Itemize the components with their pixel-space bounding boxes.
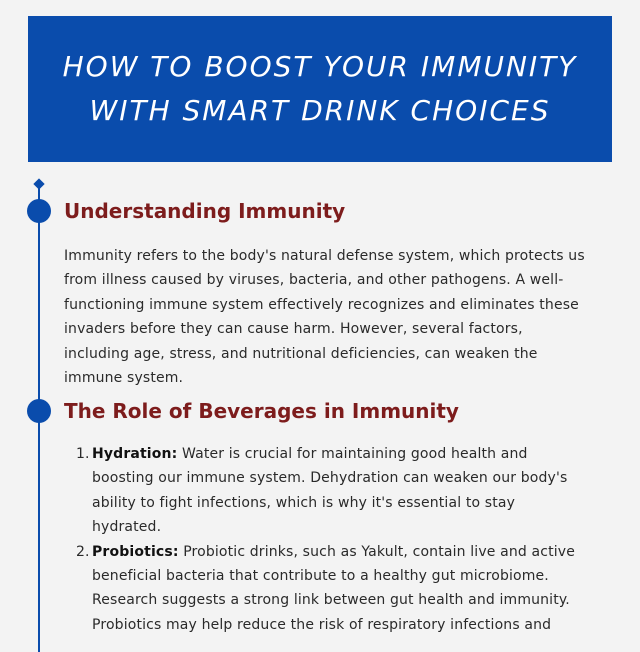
timeline-cap-icon [33, 178, 44, 189]
list-item-first-line [92, 442, 619, 466]
paragraph-line: invaders before they can cause harm. However, several factors, [64, 321, 523, 338]
list-item-line: hydrated. [92, 519, 162, 536]
list-item-text: Probiotic drinks, such as Yakult, contain live and active [178, 543, 575, 560]
list-item [64, 540, 619, 638]
paragraph-line: Immunity refers to the body's natural defense system, which protects us [64, 248, 585, 264]
timeline-dot-icon [27, 399, 51, 423]
list-item-line: Research suggests a strong link between gut health and immunity. [92, 592, 570, 609]
title-banner [28, 16, 612, 162]
list-item [64, 442, 619, 540]
paragraph-line: from illness caused by viruses, bacteria, and other pathogens. A well- [64, 272, 564, 289]
page-title-line-2: WITH SMART DRINK CHOICES [89, 94, 551, 127]
list-item-line: beneficial bacteria that contribute to a healthy gut microbiome. [92, 568, 549, 585]
paragraph-line: functioning immune system effectively recognizes and eliminates these [64, 296, 579, 313]
section-paragraph [64, 244, 614, 390]
list-item-line: ability to fight infections, which is why it's essential to stay [92, 494, 516, 511]
list-item-text: Water is crucial for maintaining good health and [177, 446, 528, 462]
section-heading-role-of-beverages: The Role of Beverages in Immunity [64, 399, 459, 423]
paragraph-line: including age, stress, and nutritional deficiencies, can weaken the [64, 345, 538, 362]
list-item-term: Hydration: [92, 446, 178, 462]
list-item-number: 2. [76, 543, 90, 560]
list-item-line: Probiotics may help reduce the risk of respiratory infections and [92, 616, 552, 633]
numbered-list [64, 442, 619, 637]
list-item-number: 1. [76, 446, 90, 462]
list-item-first-line [92, 540, 619, 564]
list-item-line: boosting our immune system. Dehydration can weaken our body's [92, 470, 568, 487]
timeline-dot-icon [27, 199, 51, 223]
section-heading-understanding-immunity: Understanding Immunity [64, 199, 346, 223]
page-title-line-1: HOW TO BOOST YOUR IMMUNITY [62, 50, 578, 83]
paragraph-line: immune system. [64, 370, 184, 387]
list-item-term: Probiotics: [92, 543, 179, 560]
